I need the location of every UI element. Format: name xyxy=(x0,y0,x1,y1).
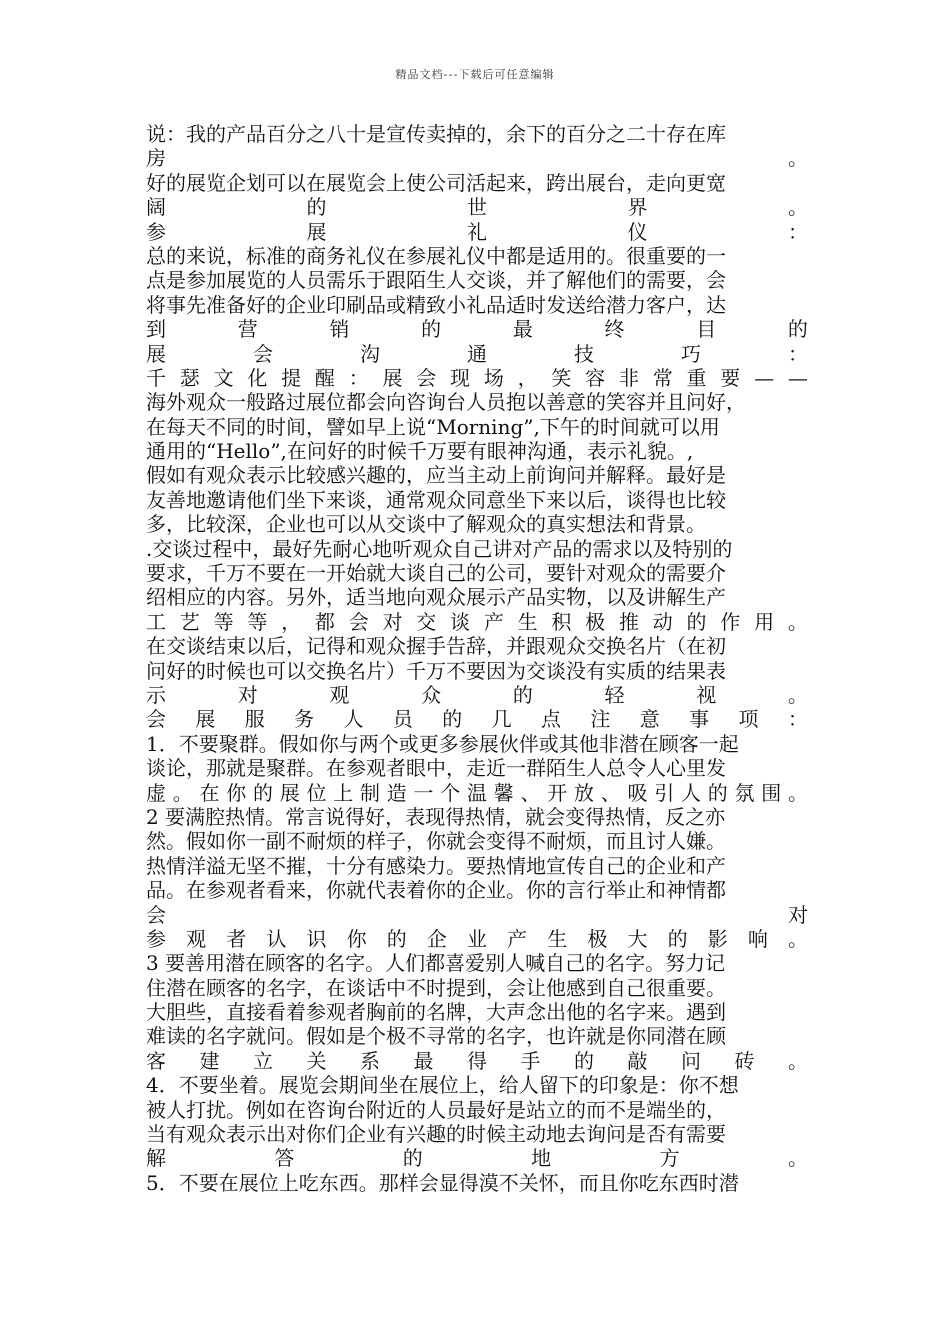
text-line: 然。假如你一副不耐烦的样子，你就会变得不耐烦，而且讨人嫌。 xyxy=(146,829,726,854)
text-line: 好的展览企划可以在展览会上使公司活起来，跨出展台，走向更宽 xyxy=(146,170,726,195)
text-line: 客 建 立 关 系 最 得 手 的 敲 问 砖 。 xyxy=(146,1048,808,1073)
text-line: 说：我的产品百分之八十是宣传卖掉的，余下的百分之二十存在库 xyxy=(146,122,726,146)
text-line: 将事先准备好的企业印刷品或精致小礼品适时发送给潜力客户，达 xyxy=(146,292,726,317)
text-line: 难读的名字就问。假如是个极不寻常的名字，也许就是你同潜在顾 xyxy=(146,1024,726,1049)
text-line: 当有观众表示出对你们企业有兴趣的时候主动地去询问是否有需要 xyxy=(146,1122,726,1147)
text-line: 房 。 xyxy=(146,146,808,171)
text-line: 4．不要坐着。展览会期间坐在展位上，给人留下的印象是：你不想 xyxy=(146,1073,739,1098)
text-line: 5．不要在展位上吃东西。那样会显得漠不关怀，而且你吃东西时潜 xyxy=(146,1170,739,1195)
text-line: 住潜在顾客的名字，在谈话中不时提到，会让他感到自己很重要。 xyxy=(146,975,726,1000)
text-line: 2 要满腔热情。常言说得好，表现得热情，就会变得热情，反之亦 xyxy=(146,804,726,829)
page-header: 精品文档---下载后可任意编辑 xyxy=(395,68,555,81)
text-line: 示 对 观 众 的 轻 视 。 xyxy=(146,682,808,707)
text-line: 点是参加展览的人员需乐于跟陌生人交谈，并了解他们的需要，会 xyxy=(146,268,726,293)
text-line: 要求，千万不要在一开始就大谈自己的公司，要针对观众的需要介 xyxy=(146,561,726,586)
text-line: 虚 。 在 你 的 展 位 上 制 造 一 个 温 馨 、 开 放 、 吸 引 人 的 氛 围 。 xyxy=(146,780,808,805)
text-line: 在每天不同的时间，譬如早上说“Morning”,下午的时间就可以用 xyxy=(146,414,720,439)
text-line: 通用的“Hello”,在问好的时候千万要有眼神沟通，表示礼貌。, xyxy=(146,439,694,464)
text-line: 多，比较深，企业也可以从交谈中了解观众的真实想法和背景。 xyxy=(146,512,706,537)
text-line: 被人打扰。例如在咨询台附近的人员最好是站立的而不是端坐的， xyxy=(146,1097,726,1122)
text-line: 大胆些，直接看着参观者胸前的名牌，大声念出他的名字来。遇到 xyxy=(146,1000,726,1025)
text-line: 工 艺 等 等 ， 都 会 对 交 谈 产 生 积 极 推 动 的 作 用 。 xyxy=(146,609,808,634)
text-line: 解 答 的 地 方 。 xyxy=(146,1146,808,1171)
text-line: 总的来说，标准的商务礼仪在参展礼仪中都是适用的。很重要的一 xyxy=(146,243,726,268)
text-line: .交谈过程中，最好先耐心地听观众自己讲对产品的需求以及特别的 xyxy=(146,536,733,561)
text-line: 热情洋溢无坚不摧，十分有感染力。要热情地宣传自己的企业和产 xyxy=(146,853,726,878)
text-line: 假如有观众表示比较感兴趣的，应当主动上前询问并解释。最好是 xyxy=(146,463,726,488)
text-line: 参 观 者 认 识 你 的 企 业 产 生 极 大 的 影 响 。 xyxy=(146,926,808,951)
text-line: 千 瑟 文 化 提 醒 ： 展 会 现 场 ， 笑 容 非 常 重 要 — — xyxy=(146,365,808,390)
text-line: 参 展 礼 仪 ： xyxy=(146,219,808,244)
text-line: 到 营 销 的 最 终 目 的 xyxy=(146,317,808,342)
document-body xyxy=(146,122,808,1195)
text-line: 会 对 xyxy=(146,902,808,927)
text-line: 绍相应的内容。另外，适当地向观众展示产品实物，以及讲解生产 xyxy=(146,585,726,610)
text-line: 友善地邀请他们坐下来谈，通常观众同意坐下来以后，谈得也比较 xyxy=(146,487,726,512)
text-line: 在交谈结束以后，记得和观众握手告辞，并跟观众交换名片（在初 xyxy=(146,634,726,659)
text-line: 海外观众一般路过展位都会向咨询台人员抱以善意的笑容并且问好， xyxy=(146,390,746,415)
text-line: 品。在参观者看来，你就代表着你的企业。你的言行举止和神情都 xyxy=(146,878,726,903)
text-line: 3 要善用潜在顾客的名字。人们都喜爱别人喊自己的名字。努力记 xyxy=(146,951,726,976)
text-line: 展 会 沟 通 技 巧 ： xyxy=(146,341,808,366)
text-line: 问好的时候也可以交换名片）千万不要因为交谈没有实质的结果表 xyxy=(146,658,726,683)
text-line: 1．不要聚群。假如你与两个或更多参展伙伴或其他非潜在顾客一起 xyxy=(146,731,739,756)
text-line: 谈论，那就是聚群。在参观者眼中，走近一群陌生人总令人心里发 xyxy=(146,756,726,781)
text-line: 阔 的 世 界 。 xyxy=(146,195,808,220)
text-line: 会 展 服 务 人 员 的 几 点 注 意 事 项 ： xyxy=(146,707,808,732)
